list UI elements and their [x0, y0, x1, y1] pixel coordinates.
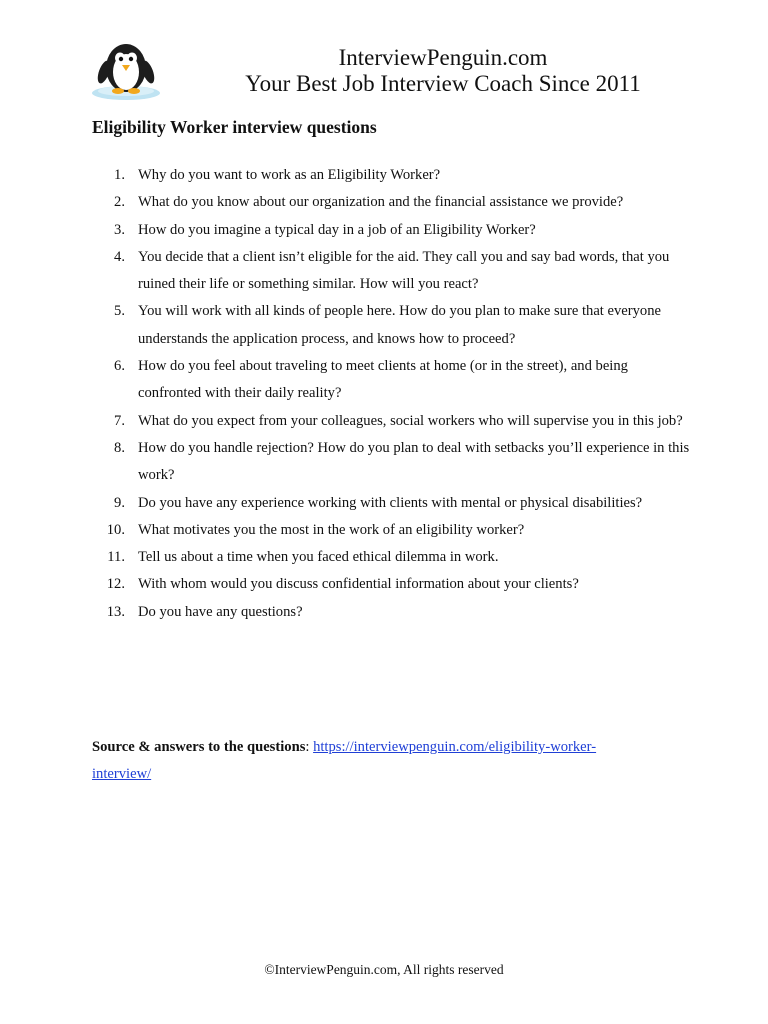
question-text: Why do you want to work as an Eligibility Worker? — [138, 167, 441, 183]
question-text: You will work with all kinds of people here. How do you plan to make sure that everyone understands the application process, and knows how to proceed? — [138, 303, 661, 347]
question-number: 6. — [114, 358, 125, 375]
question-list — [92, 162, 692, 626]
question-number: 7. — [114, 412, 125, 429]
question-number: 11. — [107, 549, 125, 566]
penguin-logo-icon — [88, 38, 164, 102]
question-number: 8. — [114, 439, 125, 456]
question-item — [92, 217, 692, 244]
footer-copyright: ©InterviewPenguin.com, All rights reserved — [264, 962, 504, 977]
question-text: With whom would you discuss confidential information about your clients? — [138, 576, 579, 593]
question-text: What motivates you the most in the work of an eligibility worker? — [138, 521, 525, 538]
question-item — [92, 353, 692, 408]
site-tagline: Your Best Job Interview Coach Since 2011 — [245, 71, 641, 96]
question-text: How do you imagine a typical day in a job of an Eligibility Worker? — [138, 221, 536, 238]
question-item — [92, 544, 692, 571]
question-number: 5. — [114, 303, 125, 320]
question-item — [92, 517, 692, 544]
question-item — [92, 162, 692, 189]
question-text: How do you handle rejection? How do you plan to deal with setbacks you’ll experience in this work? — [138, 439, 690, 484]
question-item — [92, 189, 692, 216]
question-number: 2. — [114, 194, 125, 211]
question-number: 3. — [114, 221, 125, 238]
question-item — [92, 435, 692, 490]
source-link-part1: https://interviewpenguin.com/eligibility-worker- — [313, 739, 597, 755]
question-text: Do you have any experience working with clients with mental or physical disabilities? — [138, 494, 643, 511]
page-header — [88, 38, 728, 108]
source-separator: : — [305, 739, 314, 755]
question-number: 12. — [106, 576, 125, 593]
question-text: Tell us about a time when you faced ethical dilemma in work. — [138, 549, 499, 566]
site-name: InterviewPenguin.com — [338, 45, 548, 70]
question-item — [92, 571, 692, 598]
question-text: What do you expect from your colleagues, social workers who will supervise you in this job? — [138, 412, 683, 429]
question-text: How do you feel about traveling to meet clients at home (or in the street), and being confronted with their daily reality? — [138, 358, 628, 402]
source-paragraph — [92, 734, 692, 789]
source-link-part2: interview/ — [92, 766, 152, 783]
question-item — [92, 408, 692, 435]
question-item — [92, 244, 692, 299]
question-number: 1. — [114, 167, 125, 183]
question-item — [92, 298, 692, 353]
question-item — [92, 599, 692, 626]
document-title: Eligibility Worker interview questions — [92, 117, 377, 137]
question-number: 10. — [106, 521, 125, 538]
question-number: 9. — [114, 494, 125, 511]
question-number: 4. — [114, 248, 125, 265]
question-number: 13. — [106, 603, 125, 620]
question-text: You decide that a client isn’t eligible for the aid. They call you and say bad words, that you ruined their life or something similar. How will you react? — [138, 248, 670, 293]
question-item — [92, 490, 692, 517]
question-text: Do you have any questions? — [138, 603, 303, 620]
question-text: What do you know about our organization and the financial assistance we provide? — [138, 194, 624, 211]
source-label: Source & answers to the questions — [92, 739, 306, 755]
